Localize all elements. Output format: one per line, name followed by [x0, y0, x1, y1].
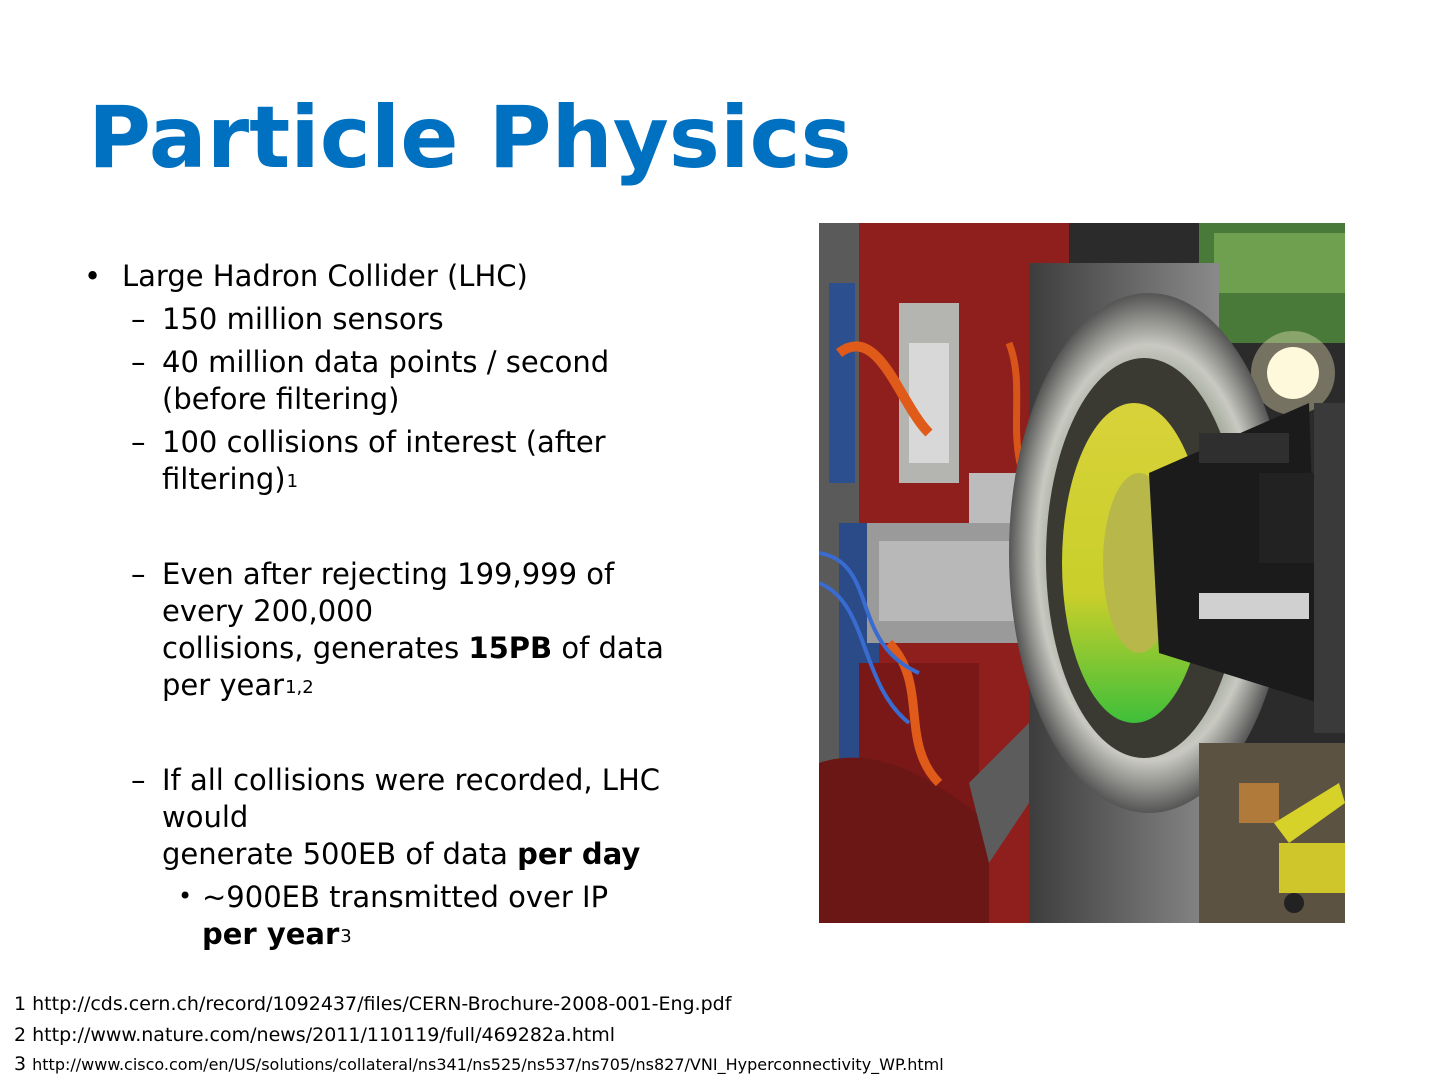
dash-marker: –	[131, 425, 146, 459]
emphasis-per-day: per day	[517, 837, 641, 871]
dash-marker: –	[131, 557, 146, 591]
bullet-marker: •	[178, 882, 193, 910]
footnote-link[interactable]: http://www.cisco.com/en/US/solutions/collateral/ns341/ns525/ns537/ns705/ns827/VNI_Hyperconnectivity_WP.html	[32, 1055, 944, 1074]
bullet-list	[84, 258, 724, 963]
footnote-ref: 1	[286, 471, 299, 492]
lhc-detector-photo	[819, 223, 1345, 923]
bullet-datapoints: – 40 million data points / second (before filtering)	[131, 345, 610, 416]
footnote-ref: 3	[340, 926, 352, 947]
bullet-rejecting: – Even after rejecting 199,999 of every 200,000 collisions, generates 15PB of data per year$^{1,2}$	[131, 557, 664, 702]
emphasis-per-year: per year	[202, 917, 340, 951]
footnote-link[interactable]: http://cds.cern.ch/record/1092437/files/CERN-Brochure-2008-001-Eng.pdf	[32, 993, 732, 1015]
footnote-3: 3 http://www.cisco.com/en/US/solutions/collateral/ns341/ns525/ns537/ns705/ns827/VNI_Hyperconnectivity_WP.html	[14, 1053, 944, 1075]
bullet-collisions: – 100 collisions of interest (after filtering)$^1$	[131, 425, 606, 496]
bullet-sensors: – 150 million sensors	[131, 302, 444, 336]
bullet-transmitted: • ~900EB transmitted over IP per year$^3$	[178, 880, 609, 951]
footnote-2: 2 http://www.nature.com/news/2011/110119/full/469282a.html	[14, 1024, 615, 1046]
footnote-link[interactable]: http://www.nature.com/news/2011/110119/full/469282a.html	[32, 1024, 615, 1046]
dash-marker: –	[131, 302, 146, 336]
bullet-recorded: – If all collisions were recorded, LHC would generate 500EB of data per day	[131, 763, 660, 871]
slide-title: Particle Physics	[88, 88, 852, 188]
footnote-1: 1 http://cds.cern.ch/record/1092437/files/CERN-Brochure-2008-001-Eng.pdf	[14, 993, 732, 1015]
bullet-lhc: • Large Hadron Collider (LHC)	[84, 259, 528, 293]
emphasis-15pb: 15PB	[468, 631, 553, 665]
bullet-marker: •	[84, 259, 102, 293]
dash-marker: –	[131, 345, 146, 379]
footnote-ref: 1,2	[285, 677, 314, 698]
dash-marker: –	[131, 763, 146, 797]
